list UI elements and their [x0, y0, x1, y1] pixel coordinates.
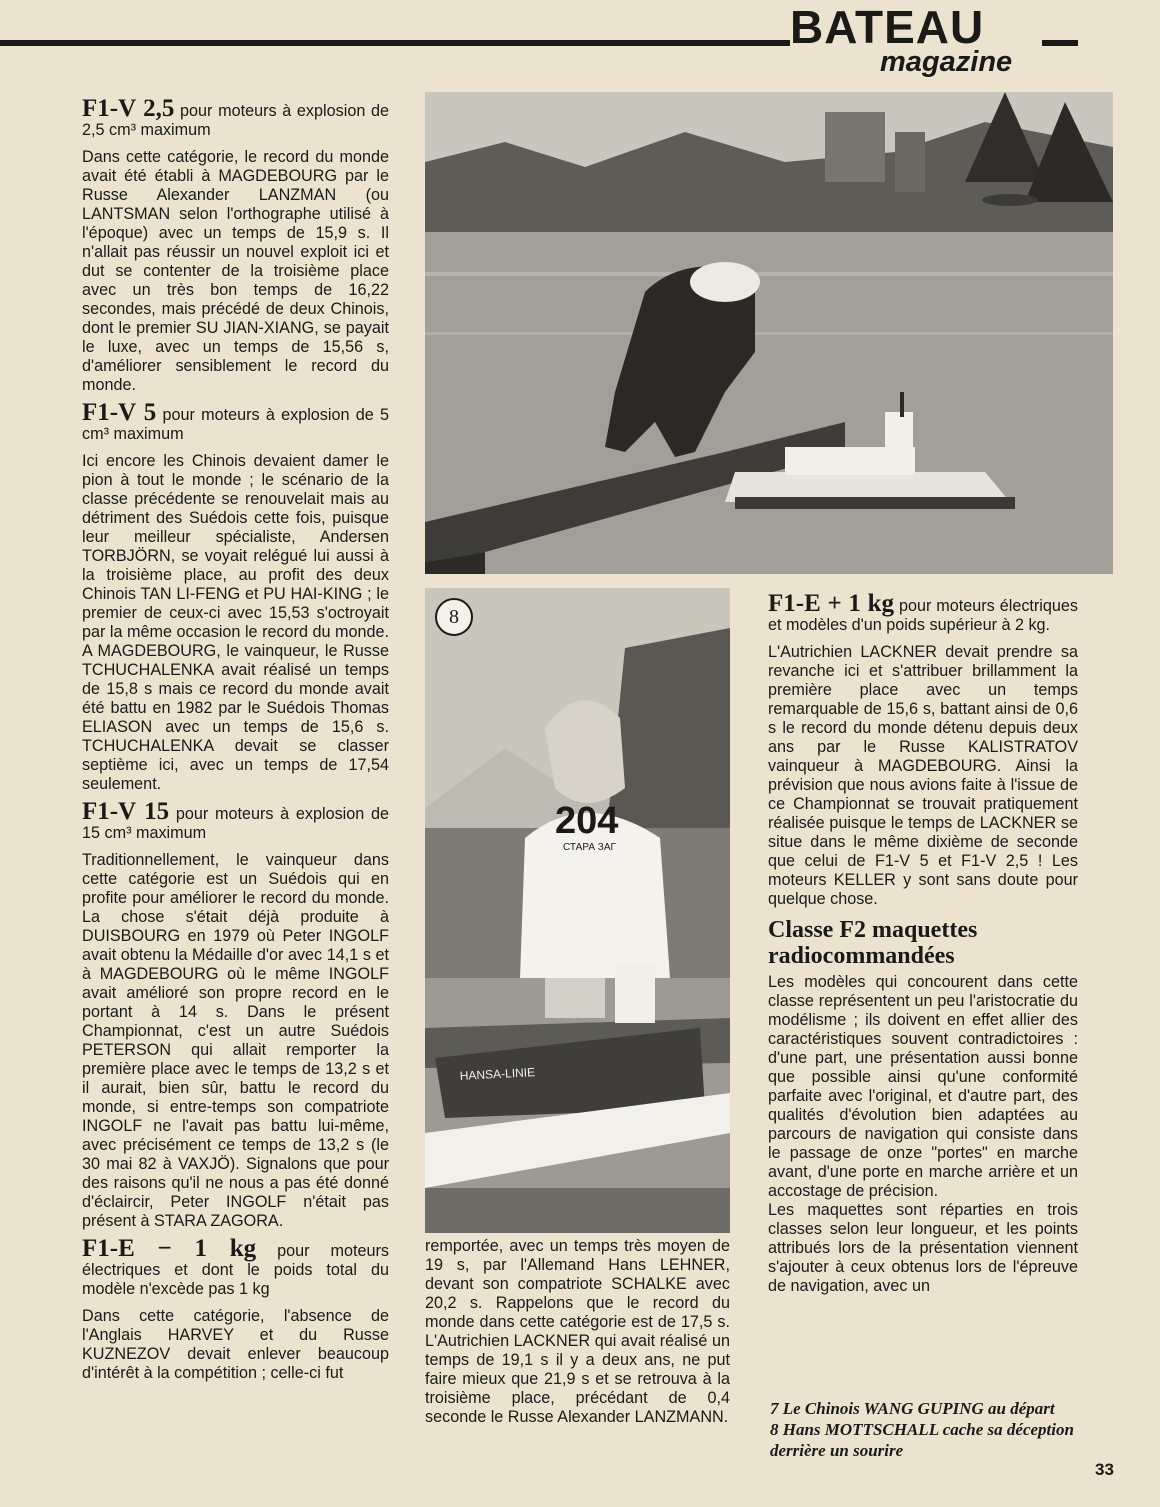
masthead-title: BATEAU [790, 1, 985, 53]
photo-man-ship-illustration [425, 588, 730, 1233]
photo-man-ship-model [425, 588, 730, 1233]
bib-number: 204 [555, 800, 619, 842]
section-subtitle: pour moteurs électriques et dont le poids total du modèle n'excède pas 1 kg [82, 1242, 390, 1298]
section-f1e-minus-body: Dans cette catégorie, l'absence de l'Anglais HARVEY et du Russe KUZNEZOV devait enlever beaucoup d'intérêt à la compétition ; celle-ci fut [82, 1307, 389, 1382]
column-right [768, 588, 1078, 1304]
masthead-subtitle: magazine [880, 46, 1013, 78]
caption-line: 8 Hans MOTTSCHALL cache sa déception [770, 1420, 1074, 1439]
column-left [82, 93, 389, 1391]
section-subtitle: pour moteurs à explosion de 2,5 cm³ maximum [82, 102, 389, 139]
section-f1v15-body: Traditionnellement, le vainqueur dans cette catégorie est un Suédois qui en profite pour améliorer le record du monde. La chose s'était déjà produite à DUISBOURG en 1979 où Peter INGOLF avait obtenu la Médaille d'or avec 14,1 s et à MAGDEBOURG où le même INGOLF avait amélioré son propre record en le portant à 14 s. Dans le présent Championnat, c'est un autre Suédois PETERSON qui allait remporter la première place avec le temps de 13,2 s et il aurait, bien sûr, battu le record du monde, si entre-temps son compatriote INGOLF ne l'avait pas battu lui-même, avec précisément ce temps de 13,2 s (le 30 mai 82 à VAXJÖ). Signalons que pour des raisons qu'il ne nous a pas été donné d'éclaircir, Peter INGOLF n'était pas présent à STARA ZAGORA. [82, 851, 389, 1230]
section-title: F1-E − 1 kg [82, 1235, 257, 1262]
section-f1e-plus-body: L'Autrichien LACKNER devait prendre sa revanche ici et s'attribuer brillamment la première place avec un temps remarquable de 15,6 s, battant ainsi de 0,6 s le record du monde détenu depuis deux ans par le Russe KALISTRATOV vainqueur à MAGDEBOURG. Ainsi la prévision que nous avions faite à l'issue de ce Championnat se trouvait pratiquement réalisée puisque le temps de LACKNER se situe dans le même dixième de seconde que celui de F1-V 5 et F1-V 2,5 ! Les moteurs KELLER y sont sans doute pour quelque chose. [768, 643, 1078, 908]
photo-captions [770, 1398, 1150, 1461]
caption-line: 7 Le Chinois WANG GUPING au départ [770, 1399, 1055, 1418]
bib-text: СТАРА ЗАГ [563, 842, 616, 853]
section-f2-heading: Classe F2 maquettes radiocommandées [768, 917, 978, 969]
photo-number-badge: 8 [435, 598, 473, 636]
section-title: F1-E + 1 kg [768, 590, 895, 617]
header-rule [0, 40, 790, 46]
header-rule-tail [1042, 40, 1078, 46]
column-middle [425, 1237, 730, 1435]
page-number: 33 [1095, 1460, 1114, 1479]
section-title: F1-V 2,5 [82, 95, 175, 122]
caption-line: derrière un sourire [770, 1441, 904, 1460]
section-f2-body-1: Les modèles qui concourent dans cette classe représentent un peu l'aristocratie du modélisme ; ils doivent en effet allier des caractéristiques souvent contradictoires : d'une part, une présentation aussi bonne que possible ainsi qu'une conformité parfaite avec l'original, et d'autre part, des qualités d'évolution bien adaptées au parcours de navigation qui consiste dans le passage de onze "portes" en marche avant, d'une porte en marche arrière et un accostage de précision. [768, 973, 1078, 1200]
section-f2-body-2: Les maquettes sont réparties en trois classes selon leur longueur, et les points attribués lors de la présentation viennent s'ajouter à ceux obtenus lors de l'épreuve de navigation, avec un [768, 1201, 1078, 1295]
section-f1v25-body: Dans cette catégorie, le record du monde avait été établi à MAGDEBOURG par le Russe Alexander LANZMAN (ou LANTSMAN selon l'orthographe utilisé à l'époque) avec un temps de 15,9 s. Il n'allait pas réussir un nouvel exploit ici et dut se contenter de la troisième place avec un très bon temps de 16,22 secondes, mais précédé de deux Chinois, dont le premier SU JIAN-XIANG, se payait le luxe, avec un temps de 15,56 s, d'améliorer sensiblement le record du monde. [82, 148, 389, 394]
section-title: F1-V 15 [82, 798, 170, 825]
section-title: F1-V 5 [82, 399, 157, 426]
continuation-body: remportée, avec un temps très moyen de 19 s, par l'Allemand Hans LEHNER, devant son compatriote SCHALKE avec 20,2 s. Rappelons que le record du monde dans cette catégorie est de 17,5 s. L'Autrichien LACKNER qui avait réalisé un temps de 19,1 s il y a deux ans, ne put faire mieux que 21,9 s et se retrouva à la troisième place, précédant de 0,4 seconde le Russe Alexander LANZMANN. [425, 1237, 730, 1426]
section-f1v5-body: Ici encore les Chinois devaient damer le pion à tout le monde ; le scénario de la classe précédente se renouvelait mais au détriment des Suédois cette fois, puisque leur meilleur spécialiste, Andersen TORBJÖRN, se voyait relégué lui aussi à la troisième place, au profit des deux Chinois TAN LI-FENG et PU HAI-KING ; le premier de ceux-ci avec 15,53 s'octroyait par la même occasion le record du monde. A MAGDEBOURG, le vainqueur, le Russe TCHUCHALENKA avait réalisé un temps de 15,8 s mais ce record du monde avait été battu en 1982 par le Suédois Thomas ELIASON avec un temps de 15,6 s. TCHUCHALENKA devait se classer septième ici, avec un temps de 17,54 seulement. [82, 452, 389, 793]
photo-lake-tug [425, 92, 1113, 574]
section-subtitle: pour moteurs à explosion de 5 cm³ maximum [82, 406, 390, 443]
photo-lake-tug-illustration [425, 92, 1113, 574]
hull-text: HANSA-LINIE [459, 1065, 536, 1083]
section-subtitle: pour moteurs électriques et modèles d'un poids supérieur à 2 kg. [768, 597, 1078, 634]
section-subtitle: pour moteurs à explosion de 15 cm³ maximum [82, 805, 390, 842]
